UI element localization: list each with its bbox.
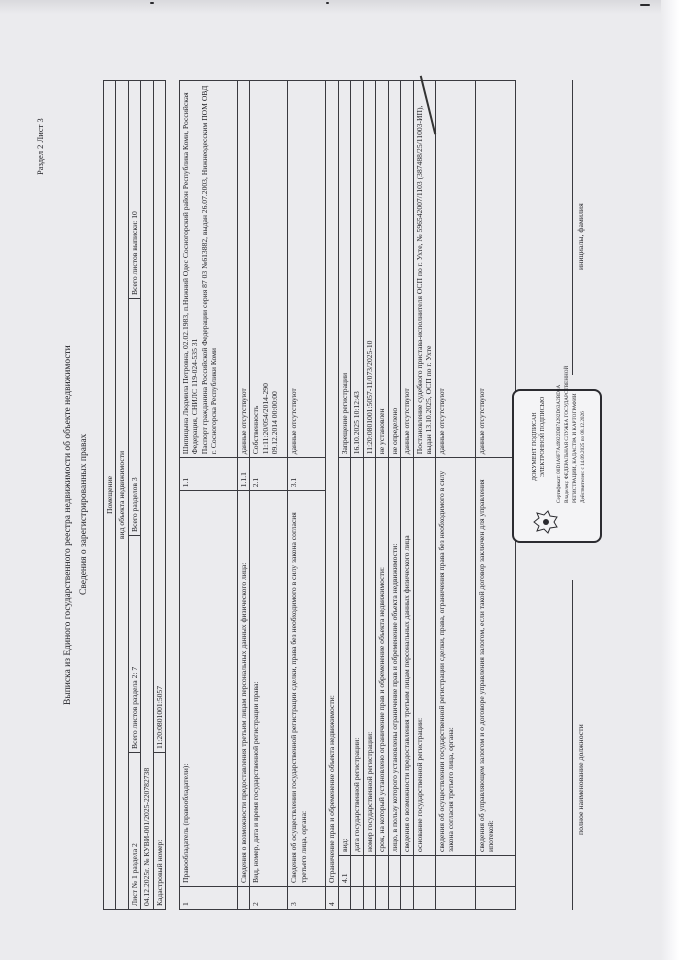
blank-cell [363, 856, 375, 887]
stamp-line-2: ЭЛЕКТРОННОЙ ПОДПИСЬЮ [540, 396, 546, 477]
encumbrance-date-label: дата государственной регистрации: [351, 458, 363, 856]
section-sheet-label: Раздел 2 Лист 3 [35, 118, 45, 175]
pledge-manager-label: сведения об управляющем залогом и о договоре управления залогом, если такой договор заключен для управления ипотекой: [475, 458, 515, 856]
owner-label: Правообладатель (правообладатели): [180, 491, 238, 887]
cadastral-number-label: Кадастровый номер: [153, 753, 165, 910]
blank-cell [401, 856, 413, 887]
row-number: 1 [180, 887, 238, 910]
object-type-caption: вид объекта недвижимости [116, 81, 128, 910]
row-number-empty [413, 887, 435, 910]
row-number-empty [376, 887, 388, 910]
document-page [27, 35, 627, 935]
sub-number: 1.1.1 [238, 458, 250, 491]
scan-speck [150, 2, 154, 4]
row-number-empty [351, 887, 363, 910]
encumbrance-number-label: номер государственной регистрации: [363, 458, 375, 856]
encumbrance-kind-label: вид: [338, 458, 350, 856]
statement-date-number: 04.12.2025г. № КУВИ-001/2025-220782738 [141, 81, 153, 910]
encumbrance-deal-value: данные отсутствуют [435, 81, 475, 458]
sub-number: 3.1 [288, 458, 326, 491]
owner-value: Шипицына Людмила Петровна, 02.02.1983, п.Нижний Одес Сосногорский район Республика Коми, Российская Федерация, СНИЛС 119-024-535 31 Паспорт гражданина Российской Федерации серия 87 03 №613882, выдан 26.07.2003, Нижнеодесским ПОМ ОВД г. Сосногорска Республики Коми [180, 81, 238, 458]
consent-deal-label: Сведения об осуществлении государственной регистрации сделки, права без необходимого в силу закона согласия третьего лица, органа: [288, 491, 326, 887]
row-number-empty [388, 887, 400, 910]
encumbrance-deal-label: сведения об осуществлении государственной регистрации сделки, права, ограничения права без необходимого в силу закона согласия третьего лица, органа: [435, 458, 475, 856]
blank-cell [435, 856, 475, 887]
encumbrance-term-value: не установлен [376, 81, 388, 458]
encumbrance-person-label: лицо, в пользу которого установлены ограничение прав и обременение объекта недвижимости: [388, 458, 400, 856]
row-number-empty [475, 887, 515, 910]
blank-cell [376, 856, 388, 887]
row-number: 2 [250, 887, 288, 910]
encumbrance-date-value: 16.10.2025 10:12:43 [351, 81, 363, 458]
sub-number: 1.1 [180, 458, 238, 491]
scan-top-edge [0, 0, 679, 14]
document-title: Выписка из Единого государственного реестра недвижимости об объекте недвижимости [63, 345, 73, 705]
row-number: 4 [326, 887, 338, 910]
right-registration-value: Собственность 11:11:20/054/2014-290 09.12.2014 00:00:00 [250, 81, 288, 458]
blank-cell [388, 856, 400, 887]
row-number-empty [338, 887, 350, 910]
encumbrance-person-value: не определено [388, 81, 400, 458]
coat-of-arms-icon [532, 509, 562, 535]
sections-total: Всего разделов 3 [128, 299, 140, 536]
stamp-line-5: РЕГИСТРАЦИИ, КАДАСТРА И КАРТОГРАФИИ [572, 393, 578, 503]
encumbrance-kind-value: Запрещение регистрации [338, 81, 350, 458]
rights-table [179, 80, 516, 910]
cadastral-number-value: 11:20:0801001:5057 [153, 81, 165, 753]
consent-deal-value: данные отсутствуют [288, 81, 326, 458]
row-number-empty [435, 887, 475, 910]
row-number-empty [401, 887, 413, 910]
encumbrance-pd-value: данные отсутствуют [401, 81, 413, 458]
object-type: Помещение [104, 81, 116, 910]
sub-number: 4.1 [338, 856, 350, 887]
scan-speck [326, 2, 329, 4]
blank-cell [351, 856, 363, 887]
section-sheet-count: Всего листов раздела 2: 7 [128, 536, 140, 753]
right-registration-label: Вид, номер, дата и время государственной регистрации права: [250, 491, 288, 887]
pledge-manager-value: данные отсутствуют [475, 81, 515, 458]
encumbrance-label: Ограничение прав и обременение объекта недвижимости: [326, 81, 338, 887]
row-number-empty [363, 887, 375, 910]
initials-signature-line [572, 80, 573, 375]
encumbrance-basis-value: Постановление судебного пристава-исполнителя ОСП по г. Ухте, № 596542007/1103 (387488/25/11003-ИП), выдан 13.10.2025, ОСП по г. Ухте [413, 81, 435, 458]
sub-number: 2.1 [250, 458, 288, 491]
stamp-line-6: Действителен: с 14.09.2025 по 08.12.2026 [580, 411, 586, 503]
encumbrance-pd-label: сведения о возможности предоставления третьим лицам персональных данных физического лица [401, 458, 413, 856]
electronic-signature-stamp [512, 365, 602, 543]
owner-pd-label: Сведения о возможности предоставления третьим лицам персональных данных физического лица: [238, 491, 250, 887]
sheets-total: Всего листов выписки: 10 [128, 81, 140, 299]
stamp-line-3: Сертификат: 00D1A8F7A49922DB74282D63A2BD8A [556, 384, 562, 503]
row-number: 3 [288, 887, 326, 910]
owner-pd-value: данные отсутствуют [238, 81, 250, 458]
encumbrance-basis-label: основание государственной регистрации: [413, 458, 435, 856]
blank-cell [475, 856, 515, 887]
row-number-empty [238, 887, 250, 910]
scan-right-edge [661, 0, 679, 960]
stamp-line-4: Владелец: ФЕДЕРАЛЬНАЯ СЛУЖБА ГОСУДАРСТВЕННОЙ [564, 365, 570, 503]
stamp-line-1: ДОКУМЕНТ ПОДПИСАН [532, 412, 538, 481]
encumbrance-number-value: 11:20:0801001:5057-11/073/2025-10 [363, 81, 375, 458]
position-caption: полное наименование должности [576, 724, 585, 835]
document-subtitle: Сведения о зарегистрированных правах [79, 433, 89, 595]
initials-caption: инициалы, фамилия [576, 203, 585, 270]
header-table [103, 80, 166, 910]
scan-speck [640, 4, 650, 6]
position-signature-line [572, 580, 573, 910]
sheet-number: Лист № 1 раздела 2 [128, 753, 140, 910]
blank-cell [413, 856, 435, 887]
encumbrance-term-label: срок, на который установлено ограничение прав и обременение объекта недвижимости: [376, 458, 388, 856]
